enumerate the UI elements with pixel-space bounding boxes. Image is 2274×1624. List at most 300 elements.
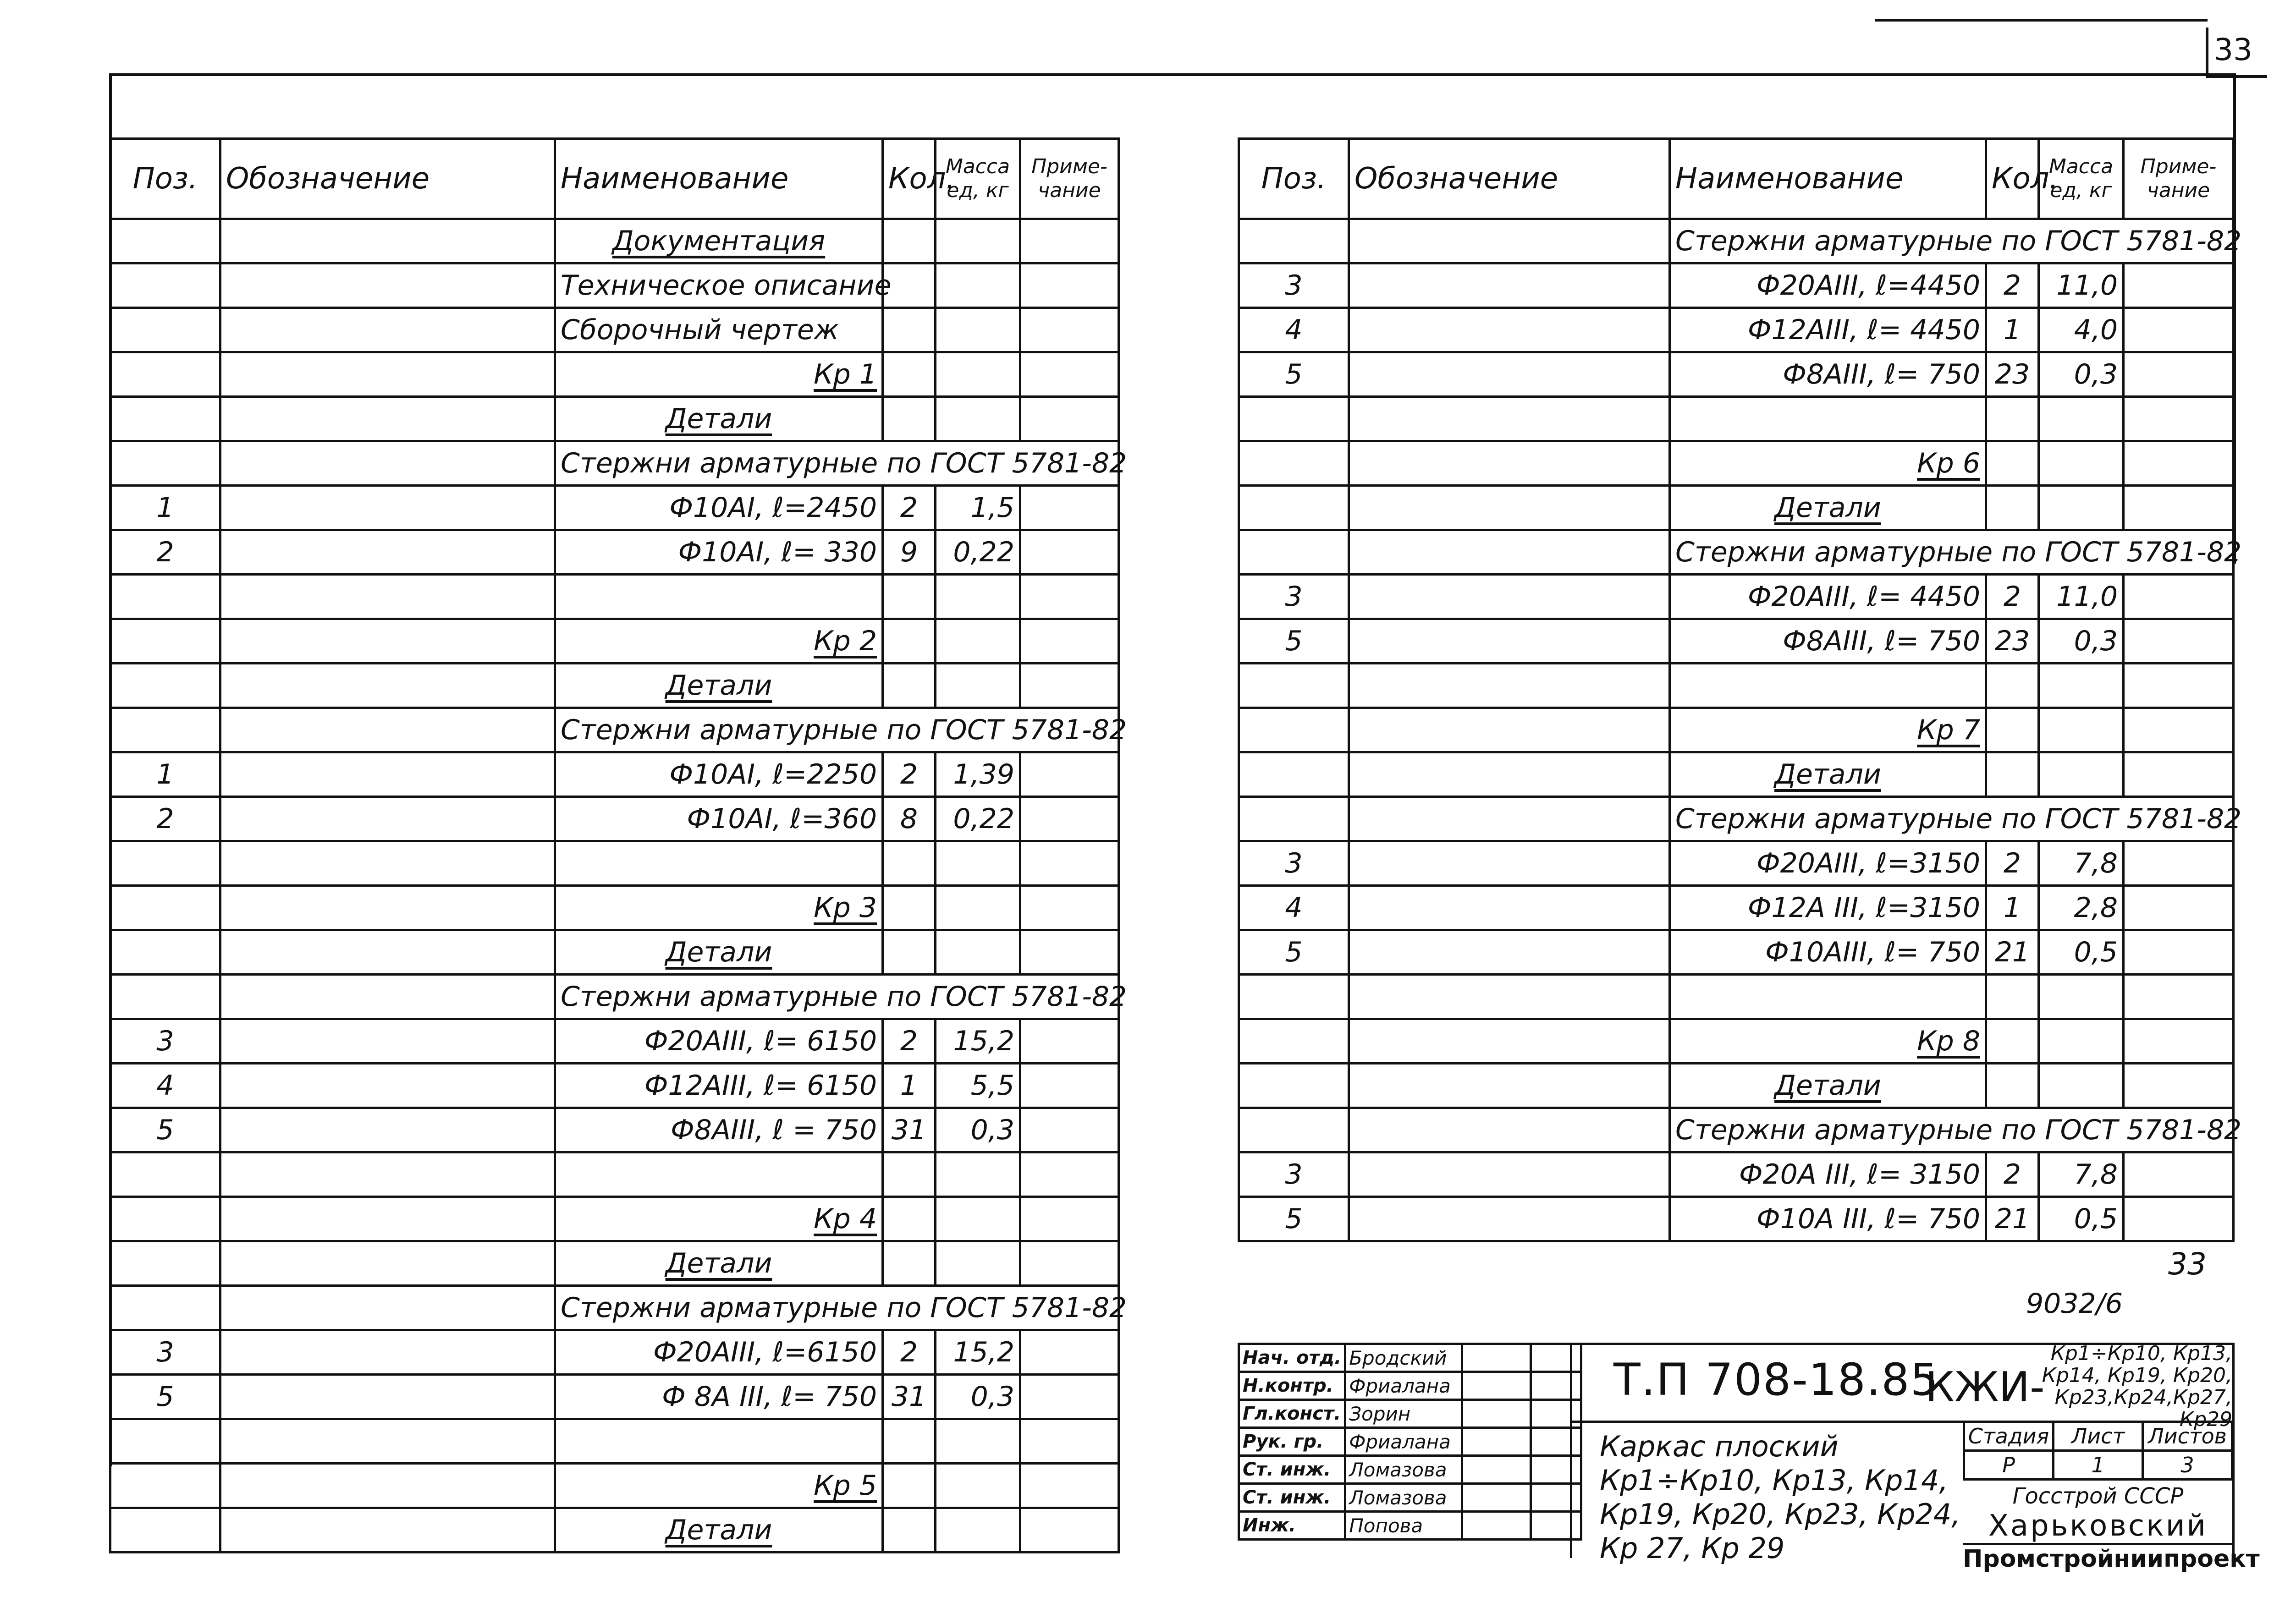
header-designation: Обозначение xyxy=(220,139,555,219)
mass-cell xyxy=(936,352,1020,397)
designation-cell xyxy=(1349,664,1670,708)
signature-cell xyxy=(1462,1344,1531,1372)
name-cell: Ф10АIII, ℓ= 750 xyxy=(1670,930,1986,975)
section-heading: Детали xyxy=(555,1508,883,1553)
mass-cell: 11,0 xyxy=(2039,263,2124,308)
designation-cell xyxy=(220,441,555,486)
pos-cell xyxy=(110,1241,220,1286)
mass-cell xyxy=(936,263,1020,308)
name-cell: Ф20АIII, ℓ=4450 xyxy=(1670,263,1986,308)
designation-cell xyxy=(220,1330,555,1375)
mark-heading: Кр 2 xyxy=(555,619,883,664)
table-row xyxy=(1239,930,2234,975)
name-cell: Ф10АI, ℓ= 330 xyxy=(555,530,883,575)
note-cell xyxy=(2124,841,2234,886)
mass-cell xyxy=(936,619,1020,664)
mass-cell xyxy=(936,219,1020,263)
section-heading: Детали xyxy=(1670,752,1986,797)
name-cell xyxy=(555,841,883,886)
pos-cell xyxy=(1239,708,1349,752)
table-row xyxy=(110,530,1119,575)
table-row xyxy=(1239,975,2234,1019)
qty-cell xyxy=(1986,486,2039,530)
mass-cell xyxy=(2039,752,2124,797)
qty-cell: 23 xyxy=(1986,352,2039,397)
table-row xyxy=(110,1064,1119,1108)
org-line-3: Промстройниипроект xyxy=(1963,1543,2233,1573)
table-row xyxy=(110,708,1119,752)
qty-cell xyxy=(1986,664,2039,708)
note-cell xyxy=(1020,397,1119,441)
role-cell: Гл.конст. xyxy=(1239,1400,1345,1428)
note-cell xyxy=(1020,1464,1119,1508)
table-row xyxy=(1239,752,2234,797)
role-cell: Ст. инж. xyxy=(1239,1456,1345,1484)
signature-row xyxy=(1239,1456,1581,1484)
org-line-1: Госстрой СССР xyxy=(2012,1483,2184,1509)
note-cell xyxy=(1020,308,1119,352)
person-name-cell: Зорин xyxy=(1345,1400,1462,1428)
designation-cell xyxy=(1349,1152,1670,1197)
designation-cell xyxy=(1349,708,1670,752)
left-spec-body xyxy=(110,219,1127,1553)
table-row xyxy=(110,1197,1119,1241)
date-cell xyxy=(1531,1456,1581,1484)
sheet-number: 33 xyxy=(2168,1246,2207,1282)
note-cell xyxy=(1020,219,1119,263)
document-item: Сборочный чертеж xyxy=(555,308,883,352)
mass-cell: 7,8 xyxy=(2039,1152,2124,1197)
designation-cell xyxy=(1349,841,1670,886)
date-cell xyxy=(1531,1344,1581,1372)
header-row xyxy=(1239,139,2234,219)
pos-cell xyxy=(1239,1064,1349,1108)
designation-cell xyxy=(220,575,555,619)
mass-cell: 0,5 xyxy=(2039,1197,2124,1241)
note-cell xyxy=(1020,1419,1119,1464)
note-cell xyxy=(2124,1019,2234,1064)
pos-cell xyxy=(1239,441,1349,486)
designation-cell xyxy=(1349,1064,1670,1108)
mark-heading: Кр 7 xyxy=(1670,708,1986,752)
pos-cell xyxy=(110,1152,220,1197)
designation-cell xyxy=(220,308,555,352)
note-cell xyxy=(2124,708,2234,752)
note-cell xyxy=(1020,1064,1119,1108)
note-cell xyxy=(1020,1108,1119,1152)
qty-cell xyxy=(883,575,936,619)
table-row xyxy=(1239,352,2234,397)
pos-cell xyxy=(110,397,220,441)
name-cell xyxy=(1670,397,1986,441)
designation-cell xyxy=(220,1152,555,1197)
signature-cell xyxy=(1462,1512,1531,1540)
qty-cell xyxy=(883,930,936,975)
note-cell xyxy=(2124,1152,2234,1197)
person-name-cell: Ломазова xyxy=(1345,1484,1462,1512)
qty-cell: 2 xyxy=(1986,263,2039,308)
designation-cell xyxy=(1349,530,1670,575)
sheets-label: Листов xyxy=(2143,1422,2232,1451)
name-cell: Ф20АIII, ℓ=3150 xyxy=(1670,841,1986,886)
name-cell xyxy=(1670,975,1986,1019)
qty-cell: 2 xyxy=(1986,841,2039,886)
name-cell: Ф10АI, ℓ=2450 xyxy=(555,486,883,530)
mass-cell: 2,8 xyxy=(2039,886,2124,930)
table-row xyxy=(1239,397,2234,441)
designation-cell xyxy=(1349,619,1670,664)
designation-cell xyxy=(220,1419,555,1464)
table-row xyxy=(110,486,1119,530)
table-row xyxy=(1239,1108,2234,1152)
note-cell xyxy=(1020,1241,1119,1286)
designation-cell xyxy=(220,486,555,530)
header-row xyxy=(110,139,1119,219)
name-cell: Ф10АI, ℓ=2250 xyxy=(555,752,883,797)
header-note: Приме-чание xyxy=(2124,139,2234,219)
stage-value: Р xyxy=(1964,1451,2054,1480)
section-heading: Детали xyxy=(555,664,883,708)
pos-cell: 3 xyxy=(110,1330,220,1375)
header-name: Наименование xyxy=(1670,139,1986,219)
stamp-stage-block xyxy=(1963,1421,2260,1573)
pos-cell xyxy=(1239,530,1349,575)
right-spec-body xyxy=(1239,219,2242,1241)
pos-cell xyxy=(110,219,220,263)
mass-cell xyxy=(2039,664,2124,708)
role-cell: Ст. инж. xyxy=(1239,1484,1345,1512)
note-cell xyxy=(2124,664,2234,708)
doc-mark: КЖИ- xyxy=(1925,1363,2045,1411)
table-row xyxy=(110,352,1119,397)
group-heading: Стержни арматурные по ГОСТ 5781-82 xyxy=(555,708,1119,752)
designation-cell xyxy=(220,219,555,263)
mass-cell xyxy=(936,1152,1020,1197)
pos-cell xyxy=(110,1508,220,1553)
pos-cell: 2 xyxy=(110,797,220,841)
designation-cell xyxy=(1349,441,1670,486)
mass-cell xyxy=(936,930,1020,975)
mass-cell xyxy=(2039,708,2124,752)
note-cell xyxy=(1020,352,1119,397)
qty-cell: 2 xyxy=(883,1330,936,1375)
pos-cell: 5 xyxy=(1239,1197,1349,1241)
pos-cell xyxy=(110,619,220,664)
role-cell: Нач. отд. xyxy=(1239,1344,1345,1372)
pos-cell xyxy=(1239,397,1349,441)
designation-cell xyxy=(220,1019,555,1064)
signature-row xyxy=(1239,1428,1581,1456)
signature-cell xyxy=(1462,1456,1531,1484)
designation-cell xyxy=(220,352,555,397)
mass-cell: 0,3 xyxy=(2039,619,2124,664)
name-cell: Ф20АIII, ℓ=6150 xyxy=(555,1330,883,1375)
qty-cell xyxy=(883,308,936,352)
mass-cell: 15,2 xyxy=(936,1330,1020,1375)
designation-cell xyxy=(220,397,555,441)
qty-cell xyxy=(1986,1019,2039,1064)
section-heading: Детали xyxy=(1670,486,1986,530)
note-cell xyxy=(2124,263,2234,308)
name-cell: Ф12А III, ℓ=3150 xyxy=(1670,886,1986,930)
designation-cell xyxy=(1349,219,1670,263)
signature-cell xyxy=(1462,1372,1531,1400)
signature-cell xyxy=(1462,1428,1531,1456)
qty-cell: 2 xyxy=(1986,575,2039,619)
mass-cell xyxy=(936,1464,1020,1508)
note-cell xyxy=(1020,530,1119,575)
mass-cell: 1,39 xyxy=(936,752,1020,797)
pos-cell xyxy=(110,1286,220,1330)
header-name: Наименование xyxy=(555,139,883,219)
table-row xyxy=(110,397,1119,441)
designation-cell xyxy=(1349,486,1670,530)
person-name-cell: Ломазова xyxy=(1345,1456,1462,1484)
date-cell xyxy=(1531,1400,1581,1428)
org-line-2: Харьковский xyxy=(1988,1509,2208,1543)
pos-cell xyxy=(110,930,220,975)
note-cell xyxy=(1020,1152,1119,1197)
table-row xyxy=(1239,530,2234,575)
right-spec-table xyxy=(1238,137,2242,1242)
table-row xyxy=(110,619,1119,664)
designation-cell xyxy=(1349,397,1670,441)
qty-cell: 21 xyxy=(1986,930,2039,975)
note-cell xyxy=(1020,886,1119,930)
marks-list: Кр1÷Кр10, Кр13, Кр14, Кр19, Кр20, Кр23,Кр24,Кр27, Кр29 xyxy=(2042,1342,2232,1431)
code-number: 9032/6 xyxy=(2026,1288,2123,1320)
designation-cell xyxy=(220,1464,555,1508)
table-row xyxy=(110,1419,1119,1464)
frame-top-border xyxy=(109,73,2236,76)
section-heading: Детали xyxy=(555,397,883,441)
table-row xyxy=(1239,441,2234,486)
designation-cell xyxy=(220,530,555,575)
table-row xyxy=(1239,486,2234,530)
mass-cell xyxy=(2039,486,2124,530)
group-heading: Стержни арматурные по ГОСТ 5781-82 xyxy=(555,975,1119,1019)
sheet-value: 1 xyxy=(2054,1451,2143,1480)
mass-cell xyxy=(936,575,1020,619)
qty-cell xyxy=(1986,441,2039,486)
table-row xyxy=(110,575,1119,619)
qty-cell xyxy=(883,219,936,263)
header-mass: Масса ед, кг xyxy=(936,139,1020,219)
designation-cell xyxy=(1349,1197,1670,1241)
table-row xyxy=(110,975,1119,1019)
table-row xyxy=(110,1508,1119,1553)
qty-cell xyxy=(1986,975,2039,1019)
pos-cell: 2 xyxy=(110,530,220,575)
pos-cell xyxy=(110,886,220,930)
name-cell: Ф20А III, ℓ= 3150 xyxy=(1670,1152,1986,1197)
pos-cell: 5 xyxy=(110,1375,220,1419)
mass-cell: 0,5 xyxy=(2039,930,2124,975)
table-row xyxy=(1239,841,2234,886)
stage-label: Стадия xyxy=(1964,1422,2054,1451)
table-row xyxy=(110,752,1119,797)
designation-cell xyxy=(220,1286,555,1330)
designation-cell xyxy=(220,975,555,1019)
qty-cell: 8 xyxy=(883,797,936,841)
mass-cell: 11,0 xyxy=(2039,575,2124,619)
signature-row xyxy=(1239,1372,1581,1400)
qty-cell: 31 xyxy=(883,1108,936,1152)
designation-cell xyxy=(220,1508,555,1553)
document-item: Техническое описание xyxy=(555,263,883,308)
mass-cell: 0,3 xyxy=(2039,352,2124,397)
header-note: Приме-чание xyxy=(1020,139,1119,219)
table-row xyxy=(110,886,1119,930)
section-heading: Детали xyxy=(555,930,883,975)
table-row xyxy=(1239,619,2234,664)
qty-cell xyxy=(883,1241,936,1286)
person-name-cell: Бродский xyxy=(1345,1344,1462,1372)
table-row xyxy=(1239,1152,2234,1197)
table-row xyxy=(110,1464,1119,1508)
pos-cell: 1 xyxy=(110,486,220,530)
note-cell xyxy=(2124,308,2234,352)
qty-cell xyxy=(883,397,936,441)
mark-heading: Кр 4 xyxy=(555,1197,883,1241)
pos-cell xyxy=(110,708,220,752)
table-row xyxy=(1239,263,2234,308)
table-row xyxy=(110,1019,1119,1064)
designation-cell xyxy=(1349,930,1670,975)
designation-cell xyxy=(1349,308,1670,352)
section-heading: Документация xyxy=(555,219,883,263)
table-row xyxy=(110,664,1119,708)
designation-cell xyxy=(1349,263,1670,308)
header-pos: Поз. xyxy=(1239,139,1349,219)
designation-cell xyxy=(1349,975,1670,1019)
table-row xyxy=(1239,308,2234,352)
qty-cell: 31 xyxy=(883,1375,936,1419)
pos-cell xyxy=(1239,1108,1349,1152)
designation-cell xyxy=(220,664,555,708)
pos-cell: 3 xyxy=(1239,575,1349,619)
name-cell: Ф20АIII, ℓ= 4450 xyxy=(1670,575,1986,619)
designation-cell xyxy=(1349,1019,1670,1064)
mass-cell: 5,5 xyxy=(936,1064,1020,1108)
signature-row xyxy=(1239,1344,1581,1372)
role-cell: Рук. гр. xyxy=(1239,1428,1345,1456)
mass-cell: 0,22 xyxy=(936,797,1020,841)
designation-cell xyxy=(1349,352,1670,397)
qty-cell: 23 xyxy=(1986,619,2039,664)
note-cell xyxy=(1020,1330,1119,1375)
qty-cell: 1 xyxy=(883,1064,936,1108)
name-cell: Ф10АI, ℓ=360 xyxy=(555,797,883,841)
qty-cell xyxy=(883,1152,936,1197)
role-cell: Н.контр. xyxy=(1239,1372,1345,1400)
pos-cell: 3 xyxy=(1239,841,1349,886)
table-row xyxy=(1239,219,2234,263)
qty-cell xyxy=(1986,752,2039,797)
note-cell xyxy=(2124,1064,2234,1108)
qty-cell: 2 xyxy=(1986,1152,2039,1197)
qty-cell: 1 xyxy=(1986,308,2039,352)
mark-heading: Кр 1 xyxy=(555,352,883,397)
note-cell xyxy=(1020,664,1119,708)
table-row xyxy=(110,308,1119,352)
designation-cell xyxy=(220,708,555,752)
name-cell xyxy=(1670,664,1986,708)
table-row xyxy=(110,797,1119,841)
designation-cell xyxy=(220,752,555,797)
date-cell xyxy=(1531,1372,1581,1400)
mark-heading: Кр 8 xyxy=(1670,1019,1986,1064)
pos-cell: 5 xyxy=(1239,352,1349,397)
table-row xyxy=(110,841,1119,886)
pos-cell xyxy=(1239,975,1349,1019)
table-row xyxy=(110,930,1119,975)
qty-cell: 2 xyxy=(883,1019,936,1064)
group-heading: Стержни арматурные по ГОСТ 5781-82 xyxy=(1670,530,2234,575)
designation-cell xyxy=(1349,797,1670,841)
note-cell xyxy=(2124,486,2234,530)
pos-cell: 1 xyxy=(110,752,220,797)
pos-cell xyxy=(1239,1019,1349,1064)
table-row xyxy=(1239,575,2234,619)
designation-cell xyxy=(1349,1108,1670,1152)
mass-cell xyxy=(936,841,1020,886)
note-cell xyxy=(1020,619,1119,664)
pos-cell xyxy=(1239,752,1349,797)
designation-cell xyxy=(220,1241,555,1286)
pos-cell xyxy=(110,308,220,352)
qty-cell xyxy=(1986,708,2039,752)
pos-cell xyxy=(1239,486,1349,530)
sheet-label: Лист xyxy=(2054,1422,2143,1451)
designation-cell xyxy=(220,886,555,930)
name-cell: Ф10А III, ℓ= 750 xyxy=(1670,1197,1986,1241)
qty-cell: 1 xyxy=(1986,886,2039,930)
designation-cell xyxy=(1349,752,1670,797)
table-row xyxy=(110,1241,1119,1286)
table-row xyxy=(110,1286,1119,1330)
table-row xyxy=(110,263,1119,308)
table-row xyxy=(1239,1197,2234,1241)
group-heading: Стержни арматурные по ГОСТ 5781-82 xyxy=(555,1286,1119,1330)
note-cell xyxy=(1020,263,1119,308)
qty-cell xyxy=(883,352,936,397)
note-cell xyxy=(2124,930,2234,975)
person-name-cell: Фриалана xyxy=(1345,1372,1462,1400)
stamp-signatures-table xyxy=(1238,1343,1582,1541)
group-heading: Стержни арматурные по ГОСТ 5781-82 xyxy=(1670,1108,2234,1152)
date-cell xyxy=(1531,1512,1581,1540)
mass-cell xyxy=(2039,397,2124,441)
signature-row xyxy=(1239,1400,1581,1428)
table-row xyxy=(110,1375,1119,1419)
note-cell xyxy=(1020,486,1119,530)
qty-cell xyxy=(883,1464,936,1508)
pos-cell xyxy=(110,575,220,619)
note-cell xyxy=(1020,1019,1119,1064)
qty-cell xyxy=(883,841,936,886)
role-cell: Инж. xyxy=(1239,1512,1345,1540)
note-cell xyxy=(2124,352,2234,397)
signature-cell xyxy=(1462,1400,1531,1428)
note-cell xyxy=(2124,975,2234,1019)
qty-cell: 9 xyxy=(883,530,936,575)
header-qty: Кол. xyxy=(883,139,936,219)
table-row xyxy=(110,1152,1119,1197)
corner-top-line xyxy=(1875,19,2208,22)
group-heading: Стержни арматурные по ГОСТ 5781-82 xyxy=(1670,219,2234,263)
section-heading: Детали xyxy=(1670,1064,1986,1108)
